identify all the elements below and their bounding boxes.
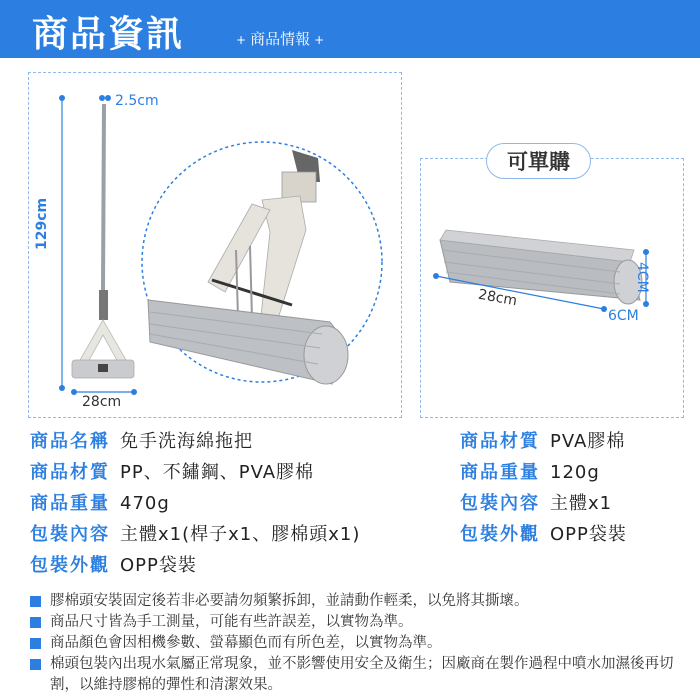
spec-label: 包裝外觀 — [460, 524, 540, 545]
spec-row — [30, 426, 360, 457]
spec-row — [460, 426, 627, 457]
spec-row — [460, 457, 627, 488]
note-text: 商品尺寸皆為手工測量，可能有些許誤差，以實物為準。 — [50, 614, 413, 630]
plus-icon: + — [236, 33, 247, 47]
spec-label: 商品重量 — [30, 493, 110, 514]
spec-label: 包裝外觀 — [30, 555, 110, 576]
spec-label: 商品材質 — [460, 431, 540, 452]
spec-label: 商品重量 — [460, 462, 540, 483]
spec-value: 120g — [550, 462, 600, 483]
square-bullet-icon — [30, 638, 41, 649]
refill-height-label: 4CM — [634, 262, 650, 293]
note-item — [30, 633, 680, 654]
sold-separately-tag: 可單購 — [486, 143, 591, 179]
spec-value: PP、不鏽鋼、PVA膠棉 — [120, 462, 315, 483]
spec-row — [30, 488, 360, 519]
spec-row — [30, 519, 360, 550]
refill-diameter-label: 6CM — [608, 308, 639, 324]
page-title: 商品資訊 — [32, 14, 185, 55]
spec-value: 主體x1(桿子x1、膠棉頭x1) — [120, 524, 361, 545]
head-width-label: 28cm — [82, 394, 122, 410]
note-item — [30, 612, 680, 633]
spec-label: 包裝內容 — [30, 524, 110, 545]
spec-label: 商品名稱 — [30, 431, 110, 452]
square-bullet-icon — [30, 596, 41, 607]
note-text: 膠棉頭安裝固定後若非必要請勿頻繁拆卸，並請動作輕柔，以免將其撕壞。 — [50, 593, 529, 609]
spec-value: 免手洗海綿拖把 — [120, 431, 253, 452]
note-item — [30, 654, 680, 696]
spec-value: OPP袋裝 — [550, 524, 627, 545]
note-text: 棉頭包裝內出現水氣屬正常現象，並不影響使用安全及衛生；因廠商在製作過程中噴水加濕後再切割，以維持膠棉的彈性和清潔效果。 — [50, 656, 674, 693]
spec-row — [30, 457, 360, 488]
handle-width-label: 2.5cm — [115, 93, 159, 109]
spec-row — [30, 550, 360, 581]
square-bullet-icon — [30, 659, 41, 670]
note-item — [30, 591, 680, 612]
subtitle-text: 商品情報 — [250, 30, 311, 48]
note-text: 商品顏色會因相機參數、螢幕顯色而有所色差，以實物為準。 — [50, 635, 442, 651]
square-bullet-icon — [30, 617, 41, 628]
spec-label: 包裝內容 — [460, 493, 540, 514]
spec-value: PVA膠棉 — [550, 431, 626, 452]
refill-length-label: 28cm — [476, 286, 519, 310]
mop-height-label: 129cm — [34, 197, 50, 250]
spec-value: 主體x1 — [550, 493, 613, 514]
specs-right — [460, 426, 627, 550]
plus-icon: + — [314, 33, 325, 47]
spec-row — [460, 519, 627, 550]
spec-label: 商品材質 — [30, 462, 110, 483]
specs-left — [30, 426, 360, 581]
spec-value: 470g — [120, 493, 170, 514]
notes-list — [30, 591, 680, 696]
spec-value: OPP袋裝 — [120, 555, 197, 576]
spec-row — [460, 488, 627, 519]
